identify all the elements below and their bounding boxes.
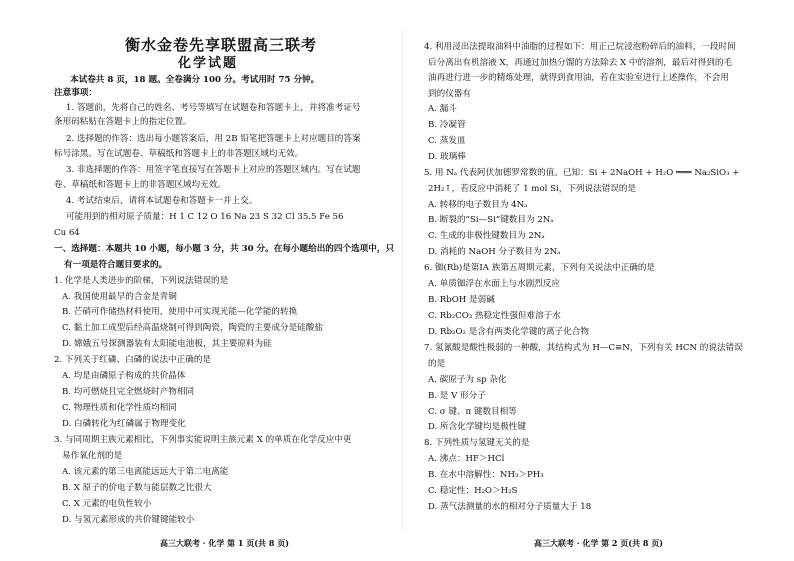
exam-title: 衡水金卷先享联盟高三联考	[125, 36, 318, 54]
question-option: A. 转移的电子数目为 4Nₐ	[428, 200, 528, 210]
question-stem: 5. 用 Nₐ 代表阿伏加德罗常数的值。已知：Si + 2NaOH + H₂O ═══ Na₂SiO₃ +	[424, 168, 740, 178]
question-option: B. 断裂的“Si—Si”键数目为 2Nₐ	[428, 215, 554, 225]
question-stem: 2. 下列关于红磷、白磷的说法中正确的是	[54, 355, 212, 365]
question-option: A. 漏斗	[428, 104, 457, 114]
notice-line: 2. 选择题的作答：选出每小题答案后，用 2B 铅笔把答题卡上对应题目的答案	[66, 134, 361, 144]
notice-line: 条形码粘贴在答题卡上的指定位置。	[54, 117, 192, 127]
question-stem: 7. 氢氰酸是酸性极弱的一种酸，其结构式为 H—C≡N，下列有关 HCN 的说法错误	[424, 343, 743, 353]
exam-subtitle: 化学试题	[178, 56, 239, 71]
question-stem: 4. 利用浸出法提取油料中油脂的过程如下：用正己烷浸泡粉碎后的油料，一段时间	[424, 42, 736, 52]
question-option: C. σ 键、π 键数目相等	[428, 407, 517, 417]
question-option: B. RbOH 是弱碱	[428, 295, 495, 305]
question-option: D. 嫦娥五号探测器装有太阳能电池板，其主要原料为硅	[62, 339, 272, 349]
question-option: A. 均是由磷原子构成的共价晶体	[62, 371, 186, 381]
question-option: D. 白磷转化为红磷属于物理变化	[62, 419, 186, 429]
question-stem: 的是	[428, 359, 446, 369]
question-stem: 6. 铷(Rb)是第ⅠA 族第五周期元素，下列有关说法中正确的是	[424, 263, 656, 273]
page-footer: 高三大联考 · 化学 第 2 页(共 8 页)	[534, 538, 663, 548]
question-option: D. 与氢元素形成的共价键键能较小	[62, 515, 195, 525]
notice-line: 3. 非选择题的作答：用签字笔直接写在答题卡上对应的答题区域内。写在试题	[66, 165, 361, 175]
question-option: B. X 原子的价电子数与能层数之比很大	[62, 483, 212, 493]
atomic-mass-line: 可能用到的相对原子质量：H 1 C 12 O 16 Na 23 S 32 Cl 35.5 Fe 56	[66, 212, 344, 222]
question-stem: 3. 与同周期主族元素相比，下列事实能说明主族元素 X 的单质在化学反应中更	[54, 435, 352, 445]
question-stem: 易作氧化剂的是	[62, 451, 123, 461]
question-option: C. 蒸发皿	[428, 136, 466, 146]
question-stem: 后分离出有机溶液 X，再通过加热分馏的方法除去 X 中的溶剂，最后对得到的毛	[428, 58, 733, 68]
page-footer: 高三大联考 · 化学 第 1 页(共 8 页)	[160, 538, 289, 548]
question-option: D. Rb₂O₂ 是含有两类化学键的离子化合物	[428, 327, 589, 337]
notice-line: 卷、草稿纸和答题卡上的非答题区域均无效。	[54, 180, 226, 190]
question-option: B. 冷凝管	[428, 120, 466, 130]
question-option: C. 稳定性：H₂O＞H₂S	[428, 486, 518, 496]
notice-line: 标号涂黑。写在试题卷、草稿纸和答题卡上的非答题区域均无效。	[54, 149, 304, 159]
question-option: C. 生成的非极性键数目为 2Nₐ	[428, 231, 545, 241]
question-stem: 油再进行进一步的精炼处理，就得到食用油，若在实验室进行上述操作，不会用	[428, 73, 729, 83]
question-option: D. 消耗的 NaOH 分子数目为 2Nₐ	[428, 247, 561, 257]
question-option: A. 沸点：HF＞HCl	[428, 454, 505, 464]
page-gutter	[402, 30, 403, 530]
question-option: D. 所含化学键均是极性键	[428, 422, 526, 432]
question-option: B. 在水中溶解性：NH₃＞PH₃	[428, 470, 544, 480]
question-option: B. 芒硝可作储热材料使用，使用中可实现光能—化学能的转换	[62, 307, 298, 317]
question-option: A. 碳原子为 sp 杂化	[428, 375, 507, 385]
section-heading: 一、选择题：本题共 10 小题，每小题 3 分，共 30 分。在每小题给出的四个选项中，只	[54, 244, 395, 254]
question-option: D. 玻璃棒	[428, 152, 466, 162]
question-stem: 到的仪器有	[428, 89, 471, 99]
section-heading: 有一项是符合题目要求的。	[64, 260, 168, 270]
notice-heading: 注意事项：	[54, 88, 97, 98]
notice-line: 1. 答题前，先将自己的姓名、考号等填写在试题卷和答题卡上，并将准考证号	[66, 103, 361, 113]
question-option: B. 是 V 形分子	[428, 391, 486, 401]
notice-line: 4. 考试结束后，请将本试题卷和答题卡一并上交。	[66, 196, 258, 206]
question-stem: 2H₂↑，若反应中消耗了 1 mol Si，下列说法错误的是	[428, 184, 637, 194]
question-option: D. 蒸气法测量的水的相对分子质量大于 18	[428, 502, 592, 512]
question-option: C. 物理性质和化学性质均相同	[62, 403, 177, 413]
question-stem: 8. 下列性质与氢键无关的是	[424, 438, 530, 448]
question-option: C. X 元素的电负性较小	[62, 499, 152, 509]
atomic-mass-line: Cu 64	[54, 228, 80, 238]
question-option: A. 单质铷浮在水面上与水剧烈反应	[428, 279, 560, 289]
question-option: C. 黏土加工成型后经高温烧制可得到陶瓷，陶瓷的主要成分是硅酸盐	[62, 323, 323, 333]
question-option: C. Rb₂CO₃ 热稳定性强但难溶于水	[428, 311, 561, 321]
exam-info: 本试卷共 8 页，18 题。全卷满分 100 分。考试用时 75 分钟。	[70, 75, 320, 85]
question-stem: 1. 化学是人类进步的阶梯，下列说法错误的是	[54, 276, 229, 286]
question-option: A. 我国使用最早的合金是青铜	[62, 292, 177, 302]
question-option: B. 均可燃烧且完全燃烧时产物相同	[62, 387, 195, 397]
question-option: A. 该元素的第三电离能远远大于第二电离能	[62, 467, 229, 477]
